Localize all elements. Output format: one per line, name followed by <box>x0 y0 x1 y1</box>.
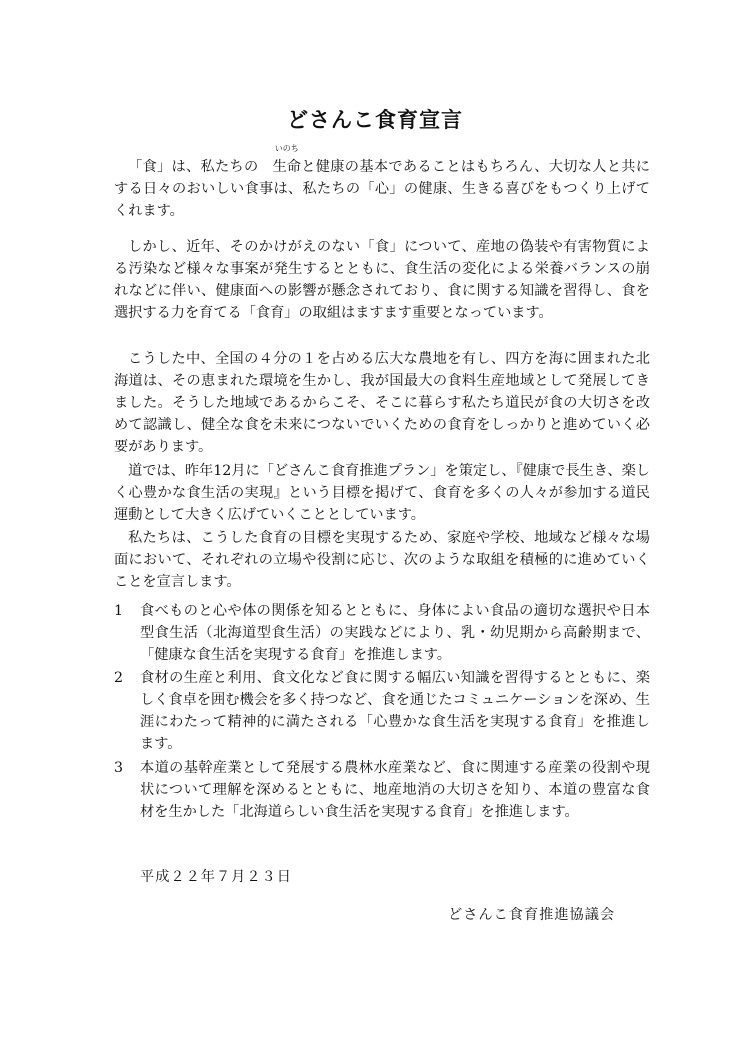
ruby-reading: いのち <box>274 144 299 153</box>
paragraph-plan: 道では、昨年12月に「どさんこ食育推進プラン」を策定し、『健康で長生き、楽しく心豊かな食生活の実現』という目標を掲げて、食育を多くの人々が参加する道民運動として大きく広げていくこととしています。 <box>114 463 650 523</box>
declaration-item <box>114 667 650 755</box>
intro-text-after: と健康の基本であることはもちろん、大切な人と共にする日々のおいしい食事は、私たちの「心」の健康、生きる喜びをもつくり上げてくれます。 <box>114 159 650 219</box>
organization-name: どさんこ食育推進協議会 <box>448 907 616 923</box>
ruby-annotation <box>259 144 301 178</box>
document-title: どさんこ食育宣言 <box>287 107 463 132</box>
intro-text-before: 「食」は、私たちの <box>128 159 259 175</box>
item-text: 食べものと心や体の関係を知るとともに、身体によい食品の適切な選択や日本型食生活（北海道型食生活）の実践などにより、乳・幼児期から高齢期まで、「健康な食生活を実現する食育」を推進します。 <box>140 603 650 663</box>
ruby-base-text: 生命 <box>272 159 301 175</box>
declaration-date: 平成２２年７月２３日 <box>140 869 292 885</box>
intro-paragraph <box>114 144 650 222</box>
paragraph-concern: しかし、近年、そのかけがえのない「食」について、産地の偽装や有害物質による汚染など様々な事案が発生するとともに、食生活の変化による栄養バランスの崩れなどに伴い、健康面への影響が懸念されており、食に関する知識を習得し、食を選択する力を育てる「食育」の取組はますます重要となっています。 <box>114 239 650 321</box>
item-number: 2 <box>114 670 124 686</box>
declaration-item <box>114 600 650 666</box>
declaration-item <box>114 757 650 823</box>
item-text: 食材の生産と利用、食文化など食に関する幅広い知識を習得するとともに、楽しく食卓を囲む機会を多く持つなど、食を通じたコミュニケーションを深め、生涯にわたって精神的に満たされる「心豊かな食生活を実現する食育」を推進します。 <box>140 670 650 752</box>
item-text: 本道の基幹産業として発展する農林水産業など、食に関連する産業の役割や現状について理解を深めるとともに、地産地消の大切さを知り、本道の豊富な食材を生かした「北海道らしい食生活を実現する食育」を推進します。 <box>140 760 650 820</box>
paragraph-hokkaido: こうした中、全国の４分の１を占める広大な農地を有し、四方を海に囲まれた北海道は、その恵まれた環境を生かし、我が国最大の食料生産地域として発展してきました。そうした地域であるからこそ、そこに暮らす私たち道民が食の大切さを改めて認識し、健全な食を未来につないでいくための食育をしっかりと進めていく必要があります。 <box>114 351 651 455</box>
item-number: 1 <box>114 603 124 619</box>
paragraph-declaration: 私たちは、こうした食育の目標を実現するため、家庭や学校、地域など様々な場面において、それぞれの立場や役割に応じ、次のような取組を積極的に進めていくことを宣言します。 <box>114 530 650 590</box>
item-number: 3 <box>114 760 124 776</box>
